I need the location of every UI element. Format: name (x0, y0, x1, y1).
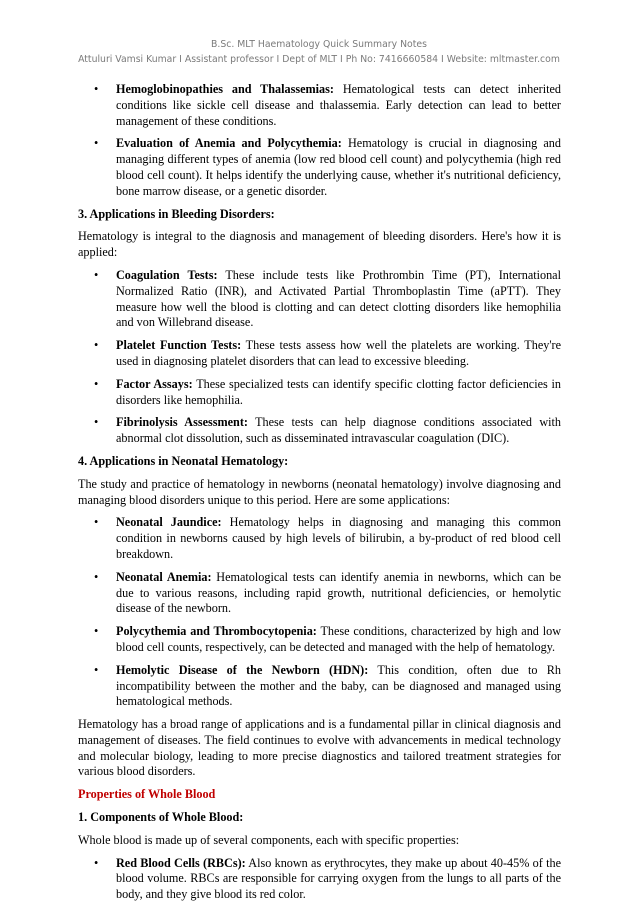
list-item (78, 515, 561, 562)
section-heading-neonatal-hematology: 4. Applications in Neonatal Hematology: (78, 453, 289, 468)
header-title: B.Sc. MLT Haematology Quick Summary Notes (211, 39, 427, 50)
closing-paragraph: Hematology has a broad range of applications and is a fundamental pillar in clinical diagnosis and management of diseases. The field continues to evolve with advancements in medical technology and molecular biology, leading to more precise diagnostics and tailored treatment strategies for various blood disorders. (78, 717, 561, 779)
list-item-term: Fibrinolysis Assessment: (116, 415, 248, 430)
section-intro-components: Whole blood is made up of several components, each with specific properties: (78, 832, 460, 847)
bullet-icon: • (94, 82, 99, 96)
list-item (78, 570, 561, 617)
section-title-properties-of-whole-blood: Properties of Whole Blood (78, 787, 216, 802)
list-item-term: Red Blood Cells (RBCs): (116, 855, 246, 870)
list-item (78, 377, 561, 409)
page-content (78, 82, 561, 910)
list-item (78, 82, 561, 129)
bullet-list-components (78, 856, 561, 903)
bullet-list-neonatal-hematology (78, 515, 561, 710)
list-item-term: Neonatal Anemia: (116, 569, 212, 584)
list-item-term: Hemolytic Disease of the Newborn (HDN): (116, 662, 369, 677)
list-item-term: Platelet Function Tests: (116, 338, 242, 353)
list-item (78, 624, 561, 656)
list-item-term: Coagulation Tests: (116, 267, 218, 282)
section-heading-components: 1. Components of Whole Blood: (78, 810, 244, 825)
bullet-icon: • (94, 415, 99, 430)
section-heading-bleeding-disorders: 3. Applications in Bleeding Disorders: (78, 206, 275, 221)
list-item-term: Polycythemia and Thrombocytopenia: (116, 624, 317, 639)
bullet-icon: • (94, 662, 99, 677)
bullet-icon: • (94, 624, 99, 639)
section-intro-neonatal-hematology: The study and practice of hematology in newborns (neonatal hematology) involve diagnosing and managing blood disorders unique to this period. Here are some applications: (78, 476, 561, 507)
list-item (78, 268, 561, 331)
list-item-text: These conditions, characterized by high and low blood cell counts, respectively, can be detected and managed with the help of hematology. (116, 624, 562, 654)
list-item (78, 856, 561, 903)
bullet-icon: • (94, 569, 99, 584)
list-item (78, 338, 561, 370)
bullet-icon: • (94, 136, 99, 151)
header-author-line: Attuluri Vamsi Kumar I Assistant professor I Dept of MLT I Ph No: 7416660584 I Website: mltmaster.com (78, 54, 560, 65)
list-item-text: Hematology helps in diagnosing and managing this common condition in newborns caused by high levels of bilirubin, a by-product of red blood cell breakdown. (116, 515, 562, 561)
list-item (78, 136, 561, 199)
bullet-icon: • (94, 338, 99, 353)
list-item-text: This condition, often due to Rh incompatibility between the mother and the baby, can be diagnosed and managed using hematological methods. (116, 662, 561, 709)
list-item-text: These tests can help diagnose conditions associated with abnormal clot dissolution, such as disseminated intravascular coagulation (DIC). (116, 415, 561, 446)
list-item-text: These specialized tests can identify specific clotting factor deficiencies in disorders like hemophilia. (116, 376, 561, 407)
list-item-text: Also known as erythrocytes, they make up about 40-45% of the blood volume. RBCs are responsible for carrying oxygen from the lungs to all parts of the body, and they give blood its red color. (116, 855, 561, 902)
list-item-text: Hematology is crucial in diagnosing and managing different types of anemia (low red blood cell count) and polycythemia (high red blood cell count). It helps identify the underlying cause, whether it's nutritional deficiency, bone marrow disease, or a genetic disorder. (116, 136, 561, 198)
bullet-icon: • (94, 267, 99, 282)
list-item-term: Evaluation of Anemia and Polycythemia: (116, 136, 342, 151)
list-item-text: These include tests like Prothrombin Time (PT), International Normalized Ratio (INR), and Activated Partial Thromboplastin Time (aPTT). They measure how well the blood is clotting and can detect clotting disorders like hemophilia and von Willebrand disease. (116, 267, 561, 330)
list-item-term: Hemoglobinopathies and Thalassemias: (116, 82, 334, 96)
list-item (78, 415, 561, 447)
bullet-list-hemoglobinopathies (78, 82, 561, 200)
section-intro-bleeding-disorders: Hematology is integral to the diagnosis and management of bleeding disorders. Here's how it is applied: (78, 229, 561, 260)
list-item (78, 663, 561, 710)
list-item-text: Hematological tests can detect inherited conditions like sickle cell disease and thalassemia. Early detection can lead to better management of these conditions. (116, 82, 561, 128)
bullet-icon: • (94, 515, 99, 530)
list-item-text: Hematological tests can identify anemia in newborns, which can be due to various reasons, including rapid growth, nutritional deficiencies, or hemolytic disease of the newborn. (116, 569, 561, 616)
bullet-icon: • (94, 376, 99, 391)
list-item-term: Neonatal Jaundice: (116, 515, 222, 530)
bullet-icon: • (94, 855, 99, 870)
page-header (0, 37, 638, 67)
list-item-text: These tests assess how well the platelets are working. They're used in diagnosing platelet disorders that can lead to excessive bleeding. (116, 338, 561, 368)
list-item-term: Factor Assays: (116, 376, 193, 391)
bullet-list-bleeding-disorders (78, 268, 561, 447)
